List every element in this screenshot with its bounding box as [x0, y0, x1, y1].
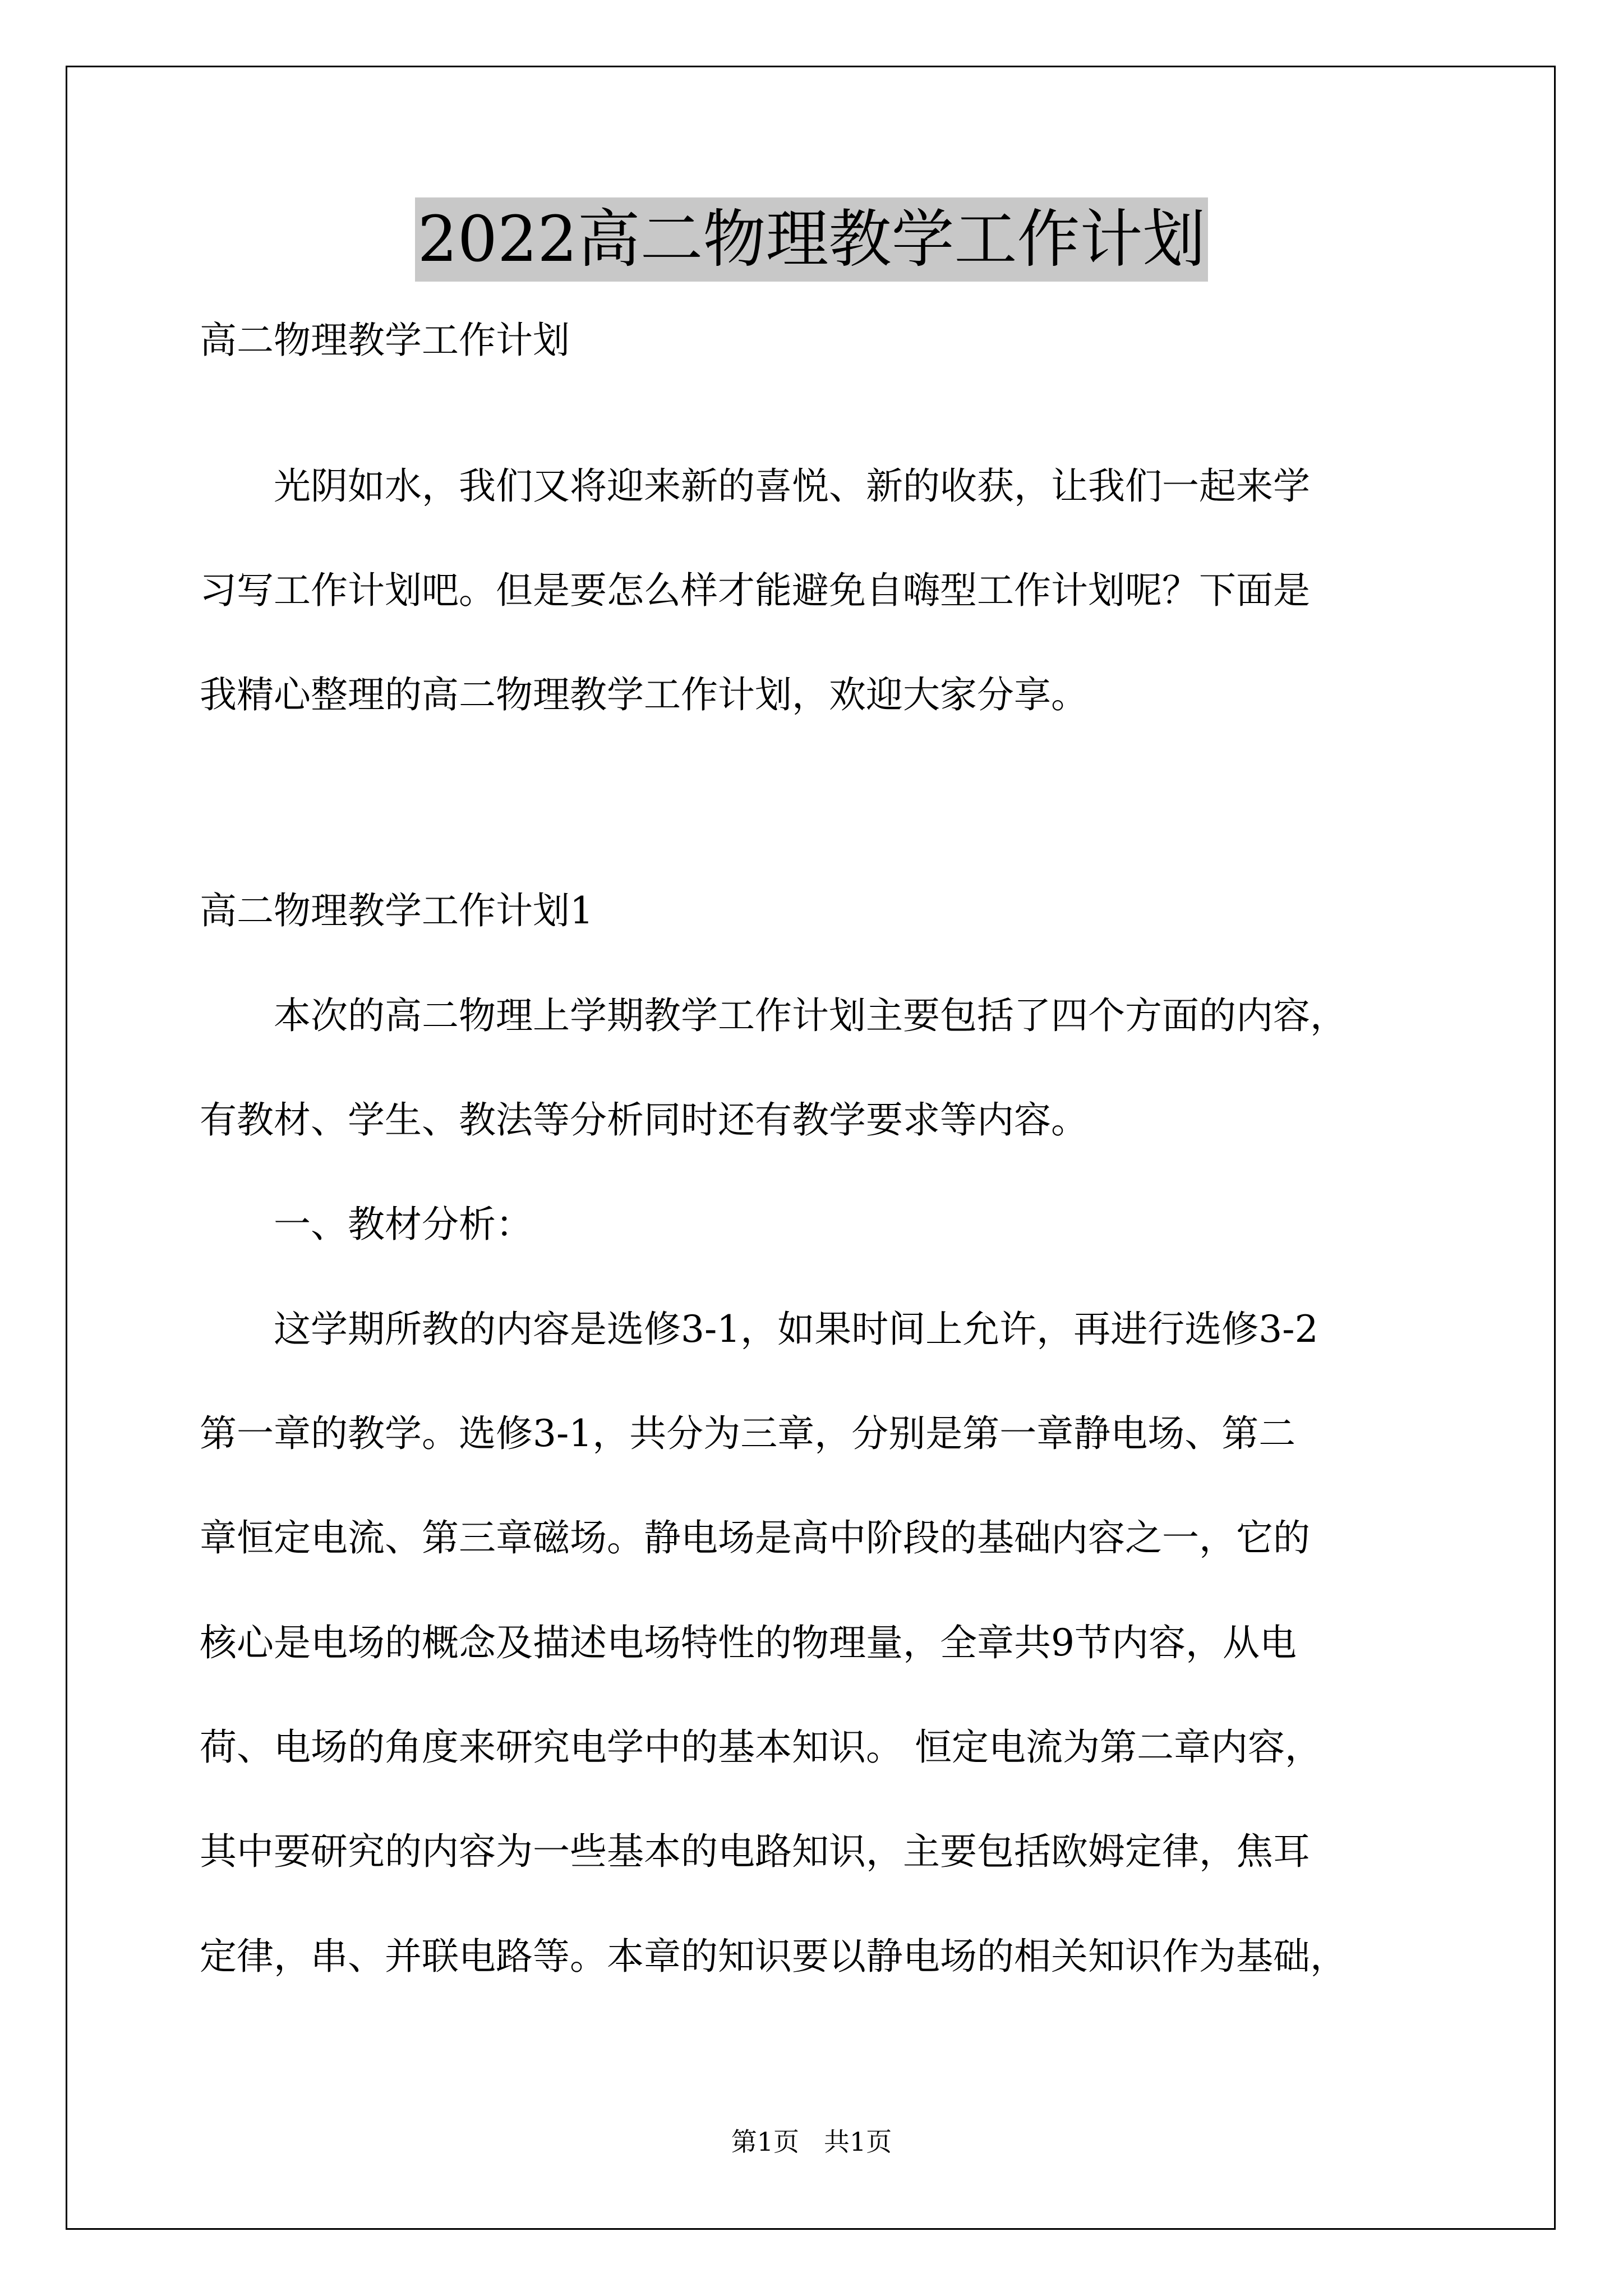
page-total: 共1页 [823, 2127, 892, 2157]
section-heading: 高二物理教学工作计划1 [200, 889, 593, 932]
paragraph-line: 我精心整理的高二物理教学工作计划，欢迎大家分享。 [200, 673, 1088, 716]
section-heading: 高二物理教学工作计划 [200, 319, 570, 362]
paragraph-line: 有教材、学生、教法等分析同时还有教学要求等内容。 [200, 1098, 1088, 1142]
paragraph-line: 光阴如水，我们又将迎来新的喜悦、新的收获，让我们一起来学 [200, 464, 1310, 508]
paragraph-line: 这学期所教的内容是选修3-1，如果时间上允许，再进行选修3-2 [200, 1308, 1318, 1351]
title-container [0, 197, 1623, 282]
page-footer [0, 2125, 1623, 2159]
paragraph-line: 核心是电场的概念及描述电场特性的物理量，全章共9节内容，从电 [200, 1621, 1297, 1664]
paragraph-line: 本次的高二物理上学期教学工作计划主要包括了四个方面的内容， [200, 994, 1347, 1037]
paragraph-line: 其中要研究的内容为一些基本的电路知识，主要包括欧姆定律，焦耳 [200, 1830, 1310, 1873]
page-title: 2022高二物理教学工作计划 [415, 197, 1207, 282]
paragraph-line: 第一章的教学。选修3-1，共分为三章，分别是第一章静电场、第二 [200, 1412, 1296, 1455]
paragraph-line: 定律，串、并联电路等。本章的知识要以静电场的相关知识作为基础， [200, 1935, 1347, 1978]
paragraph-line: 荷、电场的角度来研究电学中的基本知识。 恒定电流为第二章内容， [200, 1726, 1322, 1769]
page-border [66, 66, 1556, 2230]
subheading-line: 一、教材分析： [200, 1203, 533, 1246]
page-number: 第1页 [731, 2127, 800, 2157]
paragraph-line: 章恒定电流、第三章磁场。静电场是高中阶段的基础内容之一，它的 [200, 1516, 1310, 1559]
paragraph-line: 习写工作计划吧。但是要怎么样才能避免自嗨型工作计划呢？下面是 [200, 569, 1310, 612]
